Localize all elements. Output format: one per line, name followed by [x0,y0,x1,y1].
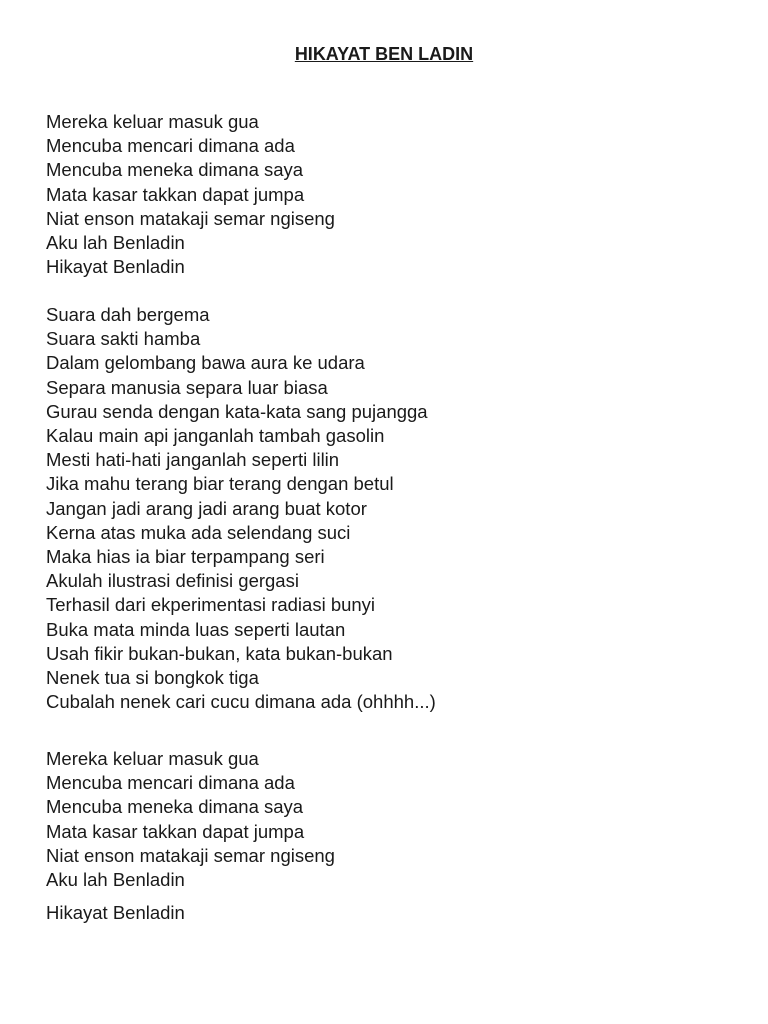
lyric-line: Gurau senda dengan kata-kata sang pujangga [46,400,428,422]
lyric-line: Buka mata minda luas seperti lautan [46,618,346,640]
lyric-line: Mata kasar takkan dapat jumpa [46,183,305,205]
lyric-line: Kalau main api janganlah tambah gasolin [46,425,385,447]
lyric-line: Niat enson matakaji semar ngiseng [46,844,335,866]
lyric-line: Separa manusia separa luar biasa [46,376,328,398]
stanza-3 [46,747,335,892]
lyric-line: Kerna atas muka ada selendang suci [46,521,351,543]
lyric-line: Aku lah Benladin [46,869,185,891]
stanza-2 [46,303,436,714]
lyric-line: Jangan jadi arang jadi arang buat kotor [46,497,367,519]
lyric-line: Niat enson matakaji semar ngiseng [46,207,335,229]
lyric-line: Hikayat Benladin [46,256,185,278]
document-title: HIKAYAT BEN LADIN [294,44,474,64]
lyric-line: Mencuba mencari dimana ada [46,135,295,157]
closing-line: Hikayat Benladin [46,902,185,923]
lyric-line: Usah fikir bukan-bukan, kata bukan-bukan [46,642,393,664]
lyric-line: Mereka keluar masuk gua [46,111,259,132]
lyric-line: Mata kasar takkan dapat jumpa [46,820,305,842]
lyric-line: Mencuba meneka dimana saya [46,159,304,181]
lyric-line: Mereka keluar masuk gua [46,748,259,769]
lyric-line: Suara dah bergema [46,304,210,325]
lyric-line: Akulah ilustrasi definisi gergasi [46,570,299,592]
lyric-line: Jika mahu terang biar terang dengan betul [46,473,394,495]
lyric-line: Mesti hati-hati janganlah seperti lilin [46,449,340,471]
lyric-line: Terhasil dari ekperimentasi radiasi bunyi [46,594,376,616]
lyric-line: Mencuba mencari dimana ada [46,772,295,794]
lyric-line: Aku lah Benladin [46,232,185,254]
lyric-line: Maka hias ia biar terpampang seri [46,546,325,568]
stanza-1 [46,110,335,279]
lyric-line: Suara sakti hamba [46,328,201,350]
lyric-line: Cubalah nenek cari cucu dimana ada (ohhhh...) [46,691,436,713]
lyric-line: Mencuba meneka dimana saya [46,796,304,818]
lyric-line: Nenek tua si bongkok tiga [46,667,259,689]
lyric-line: Dalam gelombang bawa aura ke udara [46,352,365,374]
